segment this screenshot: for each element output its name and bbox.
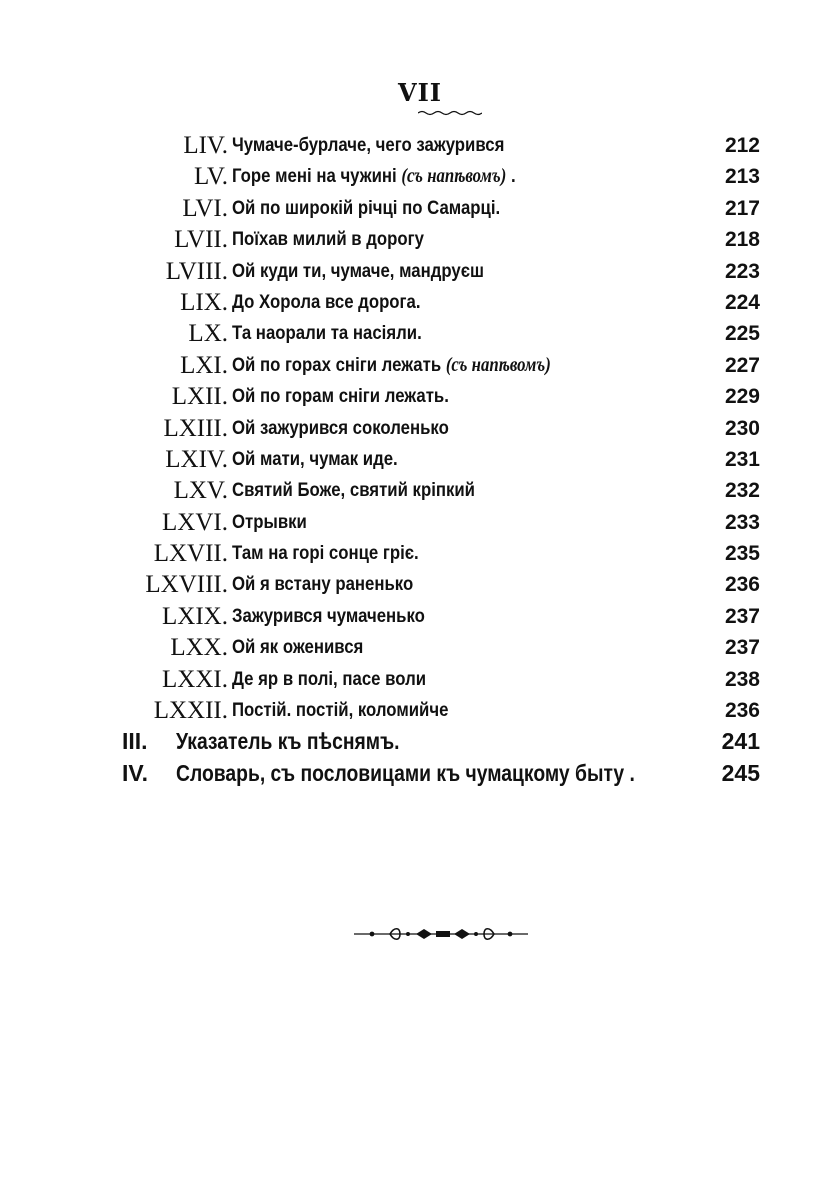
- song-title: Отрывки: [232, 510, 307, 533]
- page-ref: 237: [724, 636, 760, 660]
- roman-numeral: LXX.: [170, 634, 228, 662]
- page-ref: 238: [724, 667, 760, 691]
- toc-row[interactable]: [0, 695, 840, 726]
- page-ref: 224: [724, 290, 760, 314]
- section-title: Словарь, съ пословицами къ чумацкому быту .: [176, 759, 635, 786]
- toc-row[interactable]: [0, 507, 840, 538]
- toc-row[interactable]: [0, 287, 840, 318]
- song-title: Та наорали та насіяли.: [232, 322, 422, 345]
- roman-numeral: LXII.: [171, 383, 228, 411]
- roman-numeral: LVII.: [174, 226, 228, 254]
- page-ref: 236: [724, 699, 760, 723]
- page-ref: 235: [724, 542, 760, 566]
- page-ref: 217: [724, 196, 760, 220]
- song-title: Чумаче-бурлаче, чего зажурився: [232, 134, 505, 156]
- trailing-dot: .: [511, 165, 516, 188]
- page-ref: 241: [721, 728, 760, 755]
- toc-row[interactable]: [0, 475, 840, 506]
- table-of-contents: [0, 130, 840, 789]
- roman-numeral: LX.: [188, 320, 228, 348]
- page-ref: 229: [724, 385, 760, 409]
- page-ref: 227: [724, 353, 760, 377]
- song-title: Горе мені на чужині: [232, 165, 397, 188]
- roman-numeral: LXIV.: [165, 445, 228, 473]
- section-numeral: III.: [122, 728, 148, 755]
- toc-row[interactable]: [0, 413, 840, 444]
- roman-numeral: LXVIII.: [145, 571, 228, 599]
- toc-row[interactable]: [0, 350, 840, 381]
- song-title: Постій. постій, коломийче: [232, 699, 449, 722]
- song-title: Де яр в полі, пасе воли: [232, 667, 427, 690]
- melody-note: (съ напѣвомъ): [401, 166, 507, 188]
- page-ref: 236: [724, 573, 760, 597]
- toc-row[interactable]: [0, 538, 840, 569]
- roman-numeral: LIX.: [180, 288, 228, 316]
- song-title: До Хорола все дорога.: [232, 290, 421, 313]
- toc-row[interactable]: [0, 130, 840, 161]
- roman-numeral: LIV.: [183, 132, 228, 159]
- page-ref: 232: [724, 479, 760, 503]
- wavy-rule: [418, 110, 482, 116]
- roman-numeral: LXVI.: [162, 508, 228, 536]
- song-title: Ой куди ти, чумаче, мандруєш: [232, 259, 484, 282]
- page-number: VII: [397, 78, 443, 107]
- page-ref: 213: [724, 165, 760, 189]
- page-ref: 225: [724, 322, 760, 346]
- page-ref: 233: [724, 510, 760, 534]
- song-title: Ой мати, чумак иде.: [232, 447, 398, 470]
- song-title: Ой зажурився соколенько: [232, 416, 449, 439]
- toc-row[interactable]: [0, 632, 840, 663]
- roman-numeral: LXXI.: [162, 665, 228, 693]
- toc-row[interactable]: [0, 224, 840, 255]
- roman-numeral: LVI.: [182, 194, 228, 222]
- ornament-divider: [354, 926, 528, 942]
- song-title: Ой як оженився: [232, 636, 364, 659]
- page-ref: 245: [721, 759, 760, 786]
- page-ref: 223: [724, 259, 760, 283]
- roman-numeral: LVIII.: [165, 257, 228, 285]
- song-title: Святий Боже, святий кріпкий: [232, 479, 476, 502]
- song-title: Ой по горах сніги лежать: [232, 353, 442, 376]
- roman-numeral: LXIII.: [163, 414, 228, 442]
- roman-numeral: LXVII.: [153, 540, 228, 568]
- roman-numeral: LXV.: [173, 477, 228, 505]
- page-ref: 231: [724, 447, 760, 471]
- song-title: Зажурився чумаченько: [232, 604, 425, 627]
- toc-row[interactable]: [0, 381, 840, 412]
- page-ref: 230: [724, 416, 760, 440]
- toc-row[interactable]: [0, 318, 840, 349]
- page-ref: 212: [724, 134, 760, 157]
- roman-numeral: LXXII.: [153, 697, 228, 725]
- song-title: Ой по горам сніги лежать.: [232, 385, 449, 408]
- song-title-group: [232, 161, 516, 192]
- section-numeral: IV.: [122, 759, 149, 786]
- roman-numeral: LXIX.: [162, 602, 228, 630]
- section-title: Указатель къ пѣснямъ.: [176, 728, 400, 755]
- toc-row[interactable]: [0, 193, 840, 224]
- roman-numeral: LXI.: [180, 351, 228, 379]
- song-title: Ой я встану раненько: [232, 573, 414, 596]
- toc-row[interactable]: [0, 601, 840, 632]
- toc-row[interactable]: [0, 444, 840, 475]
- song-title: Ой по широкій річці по Самарці.: [232, 196, 501, 219]
- toc-row[interactable]: [0, 256, 840, 287]
- song-title: Поїхав милий в дорогу: [232, 228, 424, 251]
- toc-row[interactable]: [0, 664, 840, 695]
- song-title-group: [232, 350, 551, 381]
- section-row[interactable]: [0, 726, 840, 757]
- toc-row[interactable]: [0, 569, 840, 600]
- section-row[interactable]: [0, 758, 840, 789]
- page-ref: 218: [724, 228, 760, 252]
- toc-row[interactable]: [0, 161, 840, 192]
- page-ref: 237: [724, 604, 760, 628]
- song-title: Там на горі сонце гріє.: [232, 542, 419, 565]
- roman-numeral: LV.: [193, 163, 228, 191]
- melody-note: (съ напѣвомъ): [445, 354, 551, 376]
